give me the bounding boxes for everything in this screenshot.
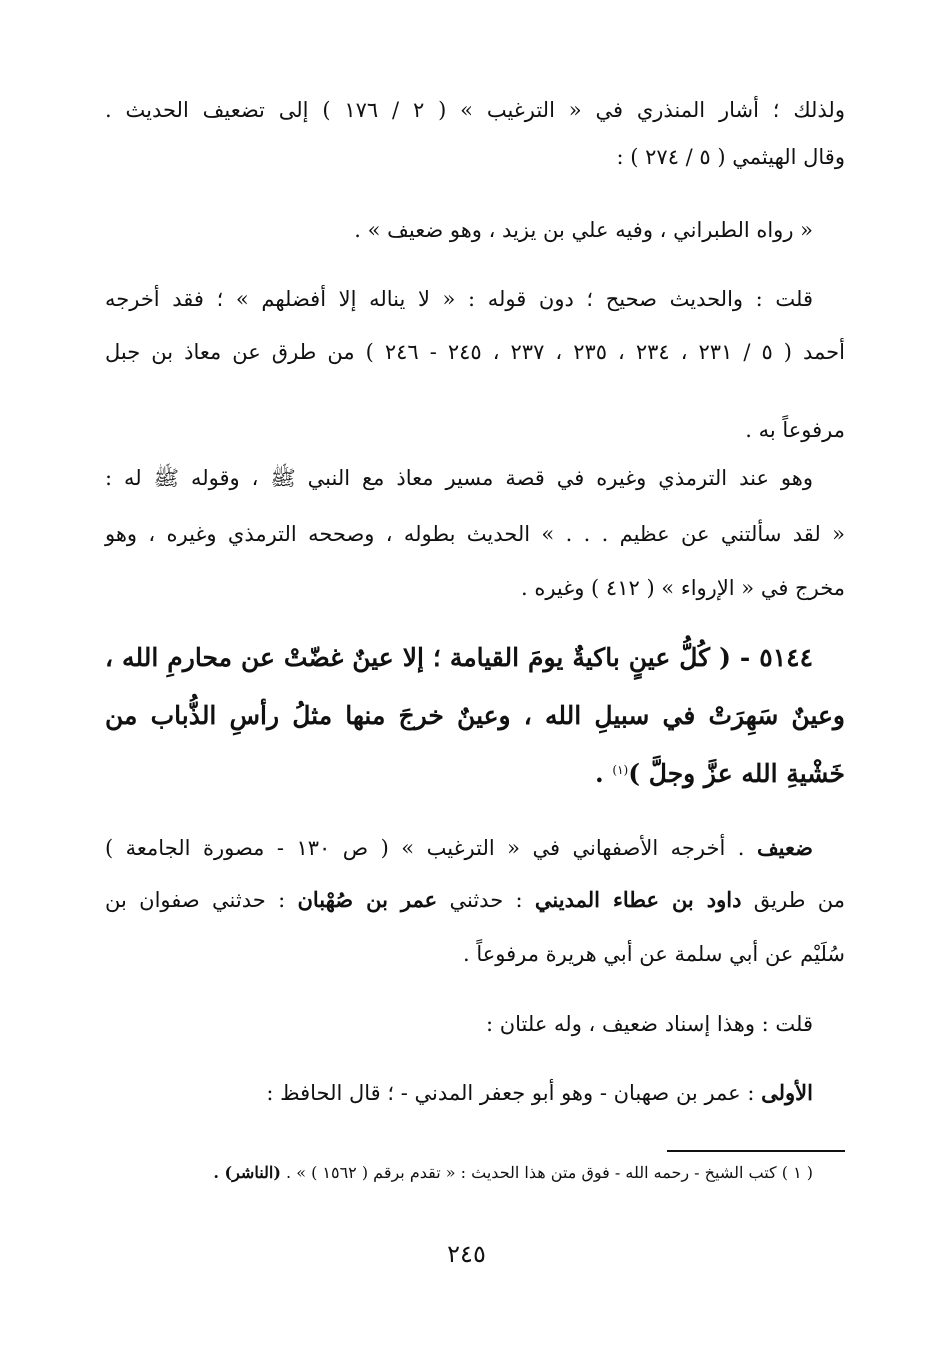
hadith-line-3 bbox=[105, 759, 845, 789]
isnad-mid: : حدثني bbox=[437, 888, 535, 912]
quote-line: « رواه الطبراني ، وفيه علي بن يزيد ، وهو ضعيف » . bbox=[354, 218, 813, 242]
text-line-10: قلت : وهذا إسناد ضعيف ، وله علتان : bbox=[485, 1012, 813, 1036]
text-line-11 bbox=[105, 1080, 813, 1106]
first-defect-label: الأولى bbox=[761, 1080, 813, 1105]
narrator-name-2: عمر بن صُهْبان bbox=[297, 887, 438, 912]
isnad-suffix: : حدثني صفوان بن bbox=[105, 888, 298, 912]
text-line-4: أحمد ( ٥ / ٢٣١ ، ٢٣٤ ، ٢٣٥ ، ٢٣٧ ، ٢٤٥ - ٢٤٦ ) من طرق عن معاذ بن جبل bbox=[105, 340, 845, 364]
hadith-line-1: ٥١٤٤ - ( كُلُّ عينٍ باكيةٌ يومَ القيامة ؛ إلا عينٌ غضّتْ عن محارمِ الله ، bbox=[105, 643, 813, 672]
hadith-text: خَشْيةِ الله عزَّ وجلَّ ) bbox=[628, 759, 845, 788]
grading-line bbox=[105, 835, 813, 861]
footnote-divider bbox=[667, 1150, 845, 1152]
isnad-prefix: من طريق bbox=[741, 888, 845, 912]
hadith-line-2: وعينٌ سَهِرَتْ في سبيلِ الله ، وعينٌ خرجَ منها مثلُ رأسِ الذُّباب من bbox=[105, 701, 845, 730]
isnad-line bbox=[105, 887, 845, 913]
text-line-7: « لقد سألتني عن عظيم . . . » الحديث بطوله ، وصححه الترمذي وغيره ، وهو bbox=[105, 522, 845, 546]
text-line-3: قلت : والحديث صحيح ؛ دون قوله : « لا يناله إلا أفضلهم » ؛ فقد أخرجه bbox=[105, 287, 813, 311]
hadith-end: . bbox=[594, 759, 613, 788]
footnote-text: ( ١ ) كتب الشيخ - رحمه الله - فوق متن هذا الحديث : « تقدم برقم ( ١٥٦٢ ) » . bbox=[286, 1163, 813, 1182]
page-number: ٢٤٥ bbox=[447, 1240, 486, 1268]
grading-label: ضعيف bbox=[756, 835, 813, 860]
text-line-2: وقال الهيثمي ( ٥ / ٢٧٤ ) : bbox=[616, 145, 845, 169]
narrator-name-1: داود بن عطاء المديني bbox=[534, 887, 742, 912]
text-line-1: ولذلك ؛ أشار المنذري في « الترغيب » ( ٢ / ١٧٦ ) إلى تضعيف الحديث . bbox=[105, 98, 845, 122]
text-line-8: مخرج في « الإرواء » ( ٤١٢ ) وغيره . bbox=[520, 576, 845, 600]
text-line-6: وهو عند الترمذي وغيره في قصة مسير معاذ مع النبي ﷺ ، وقوله ﷺ له : bbox=[105, 466, 813, 490]
text-line-9: سُلَيْم عن أبي سلمة عن أبي هريرة مرفوعاً . bbox=[462, 942, 845, 966]
footnote-publisher: (الناشر) . bbox=[213, 1163, 281, 1182]
footnote-marker: (١) bbox=[612, 763, 629, 777]
first-defect-text: : عمر بن صهبان - وهو أبو جعفر المدني - ؛ قال الحافظ : bbox=[266, 1081, 762, 1105]
text-line-5: مرفوعاً به . bbox=[745, 418, 845, 442]
footnote bbox=[135, 1163, 813, 1182]
grading-text: . أخرجه الأصفهاني في « الترغيب » ( ص ١٣٠ - مصورة الجامعة ) bbox=[105, 836, 745, 860]
